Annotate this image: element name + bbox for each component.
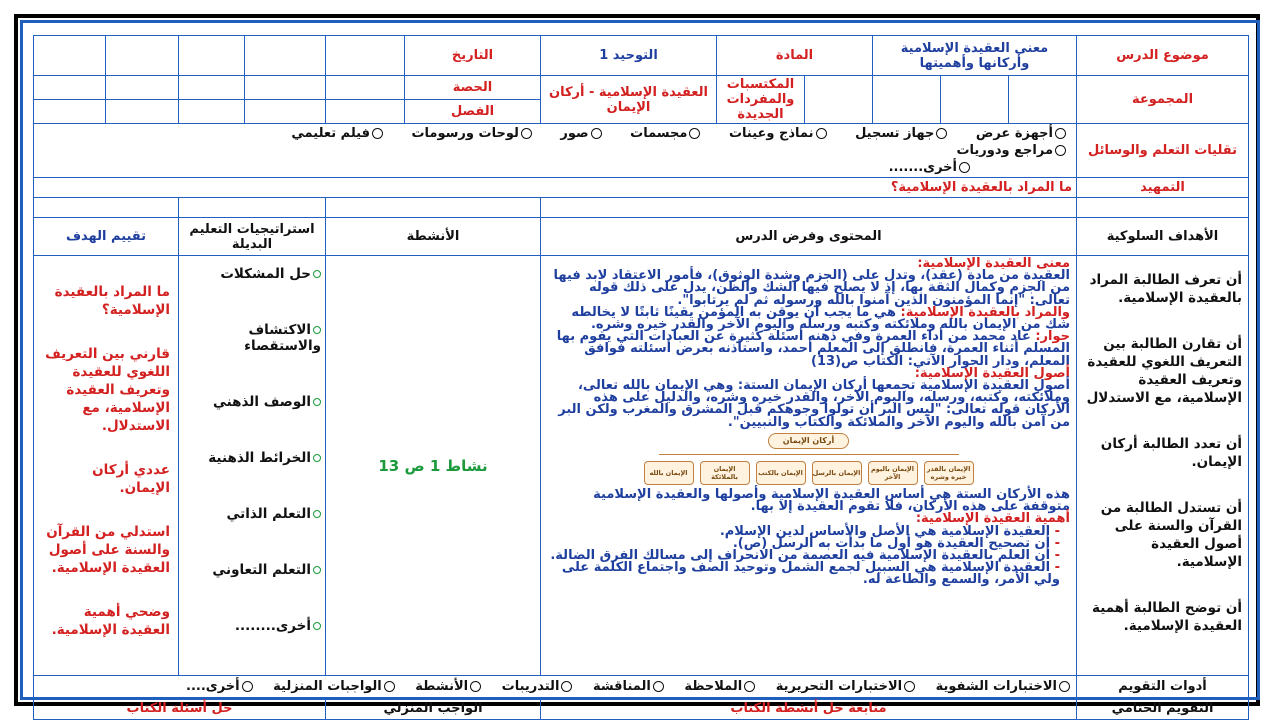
strategy-problem-solving[interactable]: حل المشكلات — [183, 266, 321, 282]
tool-option-projector[interactable]: أجهزة عرض — [976, 125, 1066, 142]
row-topic — [34, 36, 1249, 76]
spacer-cell-1 — [1077, 198, 1249, 218]
final-assessment-label: التقويم الختامي — [1077, 698, 1249, 720]
class-cell-5[interactable] — [34, 100, 106, 124]
row-final-assessment — [34, 698, 1249, 720]
row-main — [34, 256, 1249, 676]
pillars-diagram — [547, 433, 1070, 485]
content-paragraph-dialogue: عاد محمد من أداء العمرة وفي ذهنه أسئلة كثيرة عن العبادات التي يقوم بها المسلم أثناء العمرة، فانطلق إلى المعلم أحمد، واستأذنه بعرض أسئلته فوافق المعلم، ودار الحوار الآتي: الكتاب ص(13) — [556, 329, 1070, 369]
radio-ring-icon — [313, 398, 321, 406]
content-title-definition: والمراد بالعقيدة الإسلامية: — [900, 304, 1070, 320]
radio-circle-icon — [470, 681, 481, 692]
tool-option-film[interactable]: فيلم تعليمي — [291, 125, 383, 142]
homework-value: حل أسئلة الكتاب — [34, 698, 326, 720]
date-cell-4[interactable] — [106, 36, 179, 76]
row-assessment-tools — [34, 676, 1249, 698]
period-cell-3[interactable] — [179, 76, 245, 100]
pillar-messengers: الإيمان بالرسل — [812, 461, 862, 485]
group-label: المجموعة — [1077, 76, 1249, 124]
new-vocab-value: العقيدة الإسلامية - أركان الإيمان — [541, 76, 717, 124]
assess-option-observation[interactable]: الملاحظة — [684, 679, 755, 694]
goal-item-4: أن تستدل الطالبة من القرآن والسنة على أصول العقيدة الإسلامية. — [1100, 500, 1242, 570]
strategies-cell — [179, 256, 326, 676]
row-column-headers — [34, 218, 1249, 256]
tool-option-other[interactable]: أخرى....... — [889, 159, 970, 176]
radio-circle-icon — [521, 128, 532, 139]
date-cell-3[interactable] — [179, 36, 245, 76]
pillars-row — [644, 461, 974, 485]
class-cell-3[interactable] — [179, 100, 245, 124]
evaluation-item-2: قارني بين التعريف اللغوي للعقيدة وتعريف العقيدة الإسلامية، مع الاستدلال. — [45, 346, 170, 434]
radio-circle-icon — [242, 681, 253, 692]
lesson-plan-table — [33, 35, 1249, 720]
radio-circle-icon — [561, 681, 572, 692]
radio-ring-icon — [313, 326, 321, 334]
radio-circle-icon — [372, 128, 383, 139]
content-paragraph-meaning: العقيدة من مادة (عقد)، وتدل على (الجزم وشدة الوثوق)، فأمور الاعتقاد لابد فيها من الجزم وكمال الثقة بها، إذ لا يصلح فيها الشك والظن، يدل على ذلك قوله تعالى: "إنما المؤمنون الذين آمنوا بالله ورسوله ثم لم يرتابوا". — [553, 268, 1070, 308]
goals-header: الأهداف السلوكية — [1077, 218, 1249, 256]
final-assessment-value: متابعة حل أنشطة الكتاب — [541, 698, 1077, 720]
new-vocab-label: المكتسبات والمفردات الجديدة — [717, 76, 805, 124]
lesson-topic-value: معنى العقيدة الإسلامية وأركانها وأهميتها — [873, 36, 1077, 76]
importance-item-1: - العقيدة الإسلامية هي الأصل والأساس لدين الإسلام. — [547, 526, 1060, 538]
evaluation-item-5: وضحي أهمية العقيدة الإسلامية. — [51, 604, 170, 638]
importance-list — [547, 523, 1070, 588]
radio-ring-icon — [313, 622, 321, 630]
date-label: التاريخ — [405, 36, 541, 76]
intro-label: التمهيد — [1077, 178, 1249, 198]
radio-ring-icon — [313, 510, 321, 518]
importance-item-2: - أن تصحيح العقيدة هو أول ما بدأت به الرسل (ص). — [547, 538, 1060, 550]
assessment-tools-options — [34, 676, 1077, 698]
assess-option-oral[interactable]: الاختبارات الشفوية — [936, 679, 1070, 694]
radio-circle-icon — [591, 128, 602, 139]
tool-option-shapes[interactable]: مجسمات — [630, 125, 700, 142]
period-cell-4[interactable] — [106, 76, 179, 100]
pillar-books: الإيمان بالكتب — [756, 461, 806, 485]
pillar-angels: الإيمان بالملائكة — [700, 461, 750, 485]
strategy-other[interactable]: أخرى........ — [183, 618, 321, 634]
period-cell-1[interactable] — [326, 76, 405, 100]
goal-item-2: أن تقارن الطالبة بين التعريف اللغوي للعقيدة وتعريف العقيدة الإسلامية، مع الاستدلال — [1086, 336, 1242, 406]
tools-options — [34, 124, 1077, 178]
lesson-topic-label: موضوع الدرس — [1077, 36, 1249, 76]
date-cell-5[interactable] — [34, 36, 106, 76]
tool-option-references[interactable]: مراجع ودوريات — [956, 142, 1066, 159]
radio-circle-icon — [689, 128, 700, 139]
class-label: الفصل — [405, 100, 541, 124]
subject-value: التوحيد 1 — [541, 36, 717, 76]
strategy-mental-description[interactable]: الوصف الذهني — [183, 394, 321, 410]
radio-ring-icon — [313, 566, 321, 574]
class-cell-2[interactable] — [245, 100, 326, 124]
spacer-cell-5 — [34, 198, 179, 218]
pillar-destiny: الإيمان بالقدر خيره وشره — [924, 461, 974, 485]
radio-circle-icon — [653, 681, 664, 692]
radio-circle-icon — [816, 128, 827, 139]
goals-cell — [1077, 256, 1249, 676]
radio-circle-icon — [936, 128, 947, 139]
activities-header: الأنشطة — [326, 218, 541, 256]
activity-cell: نشاط 1 ص 13 — [326, 256, 541, 676]
assess-option-exercises[interactable]: التدريبات — [502, 679, 573, 694]
tool-option-boards[interactable]: لوحات ورسومات — [411, 125, 531, 142]
group-cell-2[interactable] — [941, 76, 1009, 124]
group-cell-4[interactable] — [805, 76, 873, 124]
class-cell-1[interactable] — [326, 100, 405, 124]
radio-circle-icon — [1059, 681, 1070, 692]
assess-option-activities[interactable]: الأنشطة — [415, 679, 481, 694]
date-cell-2[interactable] — [245, 36, 326, 76]
radio-ring-icon — [313, 270, 321, 278]
tool-option-recorder[interactable]: جهاز تسجيل — [855, 125, 947, 142]
assess-option-discussion[interactable]: المناقشة — [593, 679, 664, 694]
assessment-tools-label: أدوات التقويم — [1077, 676, 1249, 698]
evaluation-item-4: استدلي من القرآن والسنة على أصول العقيدة الإسلامية. — [46, 524, 170, 576]
strategy-mind-maps[interactable]: الخرائط الذهنية — [183, 450, 321, 466]
group-cell-3[interactable] — [873, 76, 941, 124]
spacer-cell-2 — [541, 198, 1077, 218]
pillar-allah: الإيمان بالله — [644, 461, 694, 485]
assess-option-written[interactable]: الاختبارات التحريرية — [776, 679, 915, 694]
spacer-cell-3 — [326, 198, 541, 218]
content-paragraph-pillars: هذه الأركان الستة هي أساس العقيدة الإسلامية وأصولها والعقيدة الإسلامية متوقفة على هذه الأركان، فلا تقوم العقيدة إلا بها. — [593, 487, 1070, 515]
radio-circle-icon — [1055, 145, 1066, 156]
content-paragraph-definition: هي ما يجب أن يوقن به المؤمن يقينًا ثابتًا لا يخالطه شك من الإيمان بالله وملائكته وكتبه ورسله واليوم الآخر والقدر خيره وشره. — [571, 304, 1070, 333]
radio-circle-icon — [904, 681, 915, 692]
content-paragraph-principles: أصول العقيدة الإسلامية تجمعها أركان الإيمان الستة: وهي الإيمان بالله تعالى، وملائكته، وكتبه، ورسله، واليوم الآخر، والقدر خيره وشره، والدليل على هذه الأركان قوله تعالى: "ليس البر أن تولوا وجوهكم قبل المشرق والمغرب ولكن البر من آمن بالله واليوم الآخر والملائكة والكتاب والنبيين". — [558, 378, 1070, 430]
strategy-self-learning[interactable]: التعلم الذاتي — [183, 506, 321, 522]
homework-label: الواجب المنزلي — [326, 698, 541, 720]
evaluation-header: تقييم الهدف — [34, 218, 179, 256]
content-title-dialogue: حوار: — [1035, 329, 1070, 345]
radio-circle-icon — [959, 162, 970, 173]
tool-option-images[interactable]: صور — [560, 125, 601, 142]
pillars-connector — [659, 454, 959, 461]
content-title-importance: أهمية العقيدة الإسلامية: — [915, 511, 1070, 527]
evaluation-item-3: عددي أركان الإيمان. — [92, 462, 170, 496]
goal-item-5: أن توضح الطالبة أهمية العقيدة الإسلامية. — [1092, 600, 1242, 634]
pillar-last-day: الإيمان باليوم الآخر — [868, 461, 918, 485]
importance-item-3: - أن العلم بالعقيدة الإسلامية فيه العصمة من الانحراف إلى مسالك الفرق الضالة. — [547, 550, 1060, 562]
content-title-meaning: معنى العقيدة الإسلامية: — [917, 256, 1070, 271]
evaluation-item-1: ما المراد بالعقيدة الإسلامية؟ — [54, 284, 170, 318]
class-cell-4[interactable] — [106, 100, 179, 124]
content-title-principles: أصول العقيدة الإسلامية: — [914, 365, 1070, 381]
goal-item-1: أن تعرف الطالبة المراد بالعقيدة الإسلامية. — [1089, 272, 1242, 306]
row-intro — [34, 178, 1249, 198]
radio-ring-icon — [313, 454, 321, 462]
period-cell-2[interactable] — [245, 76, 326, 100]
strategies-header: استراتيجيات التعليم البديلة — [179, 218, 326, 256]
period-label: الحصة — [405, 76, 541, 100]
period-cell-5[interactable] — [34, 76, 106, 100]
subject-label: المادة — [717, 36, 873, 76]
importance-item-4: - العقيدة الإسلامية هي السبيل لجمع الشمل وتوحيد الصف واجتماع الكلمة على ولي الأمر، والسمع والطاعة له. — [547, 562, 1060, 586]
row-spacer — [34, 198, 1249, 218]
group-cell-1[interactable] — [1009, 76, 1077, 124]
tools-label: تقليات التعلم والوسائل — [1077, 124, 1249, 178]
radio-circle-icon — [384, 681, 395, 692]
content-header: المحتوى وفرض الدرس — [541, 218, 1077, 256]
tool-option-models[interactable]: نماذج وعينات — [729, 125, 827, 142]
intro-value: ما المراد بالعقيدة الإسلامية؟ — [34, 178, 1077, 198]
row-tools — [34, 124, 1249, 178]
strategy-discovery[interactable]: الاكتشاف والاستقصاء — [244, 322, 321, 354]
assess-option-other[interactable]: أخرى.... — [186, 679, 253, 694]
radio-circle-icon — [744, 681, 755, 692]
evaluation-cell — [34, 256, 179, 676]
content-cell — [541, 256, 1077, 676]
date-cell-1[interactable] — [326, 36, 405, 76]
spacer-cell-4 — [179, 198, 326, 218]
row-group — [34, 76, 1249, 100]
pillars-title: أركان الإيمان — [768, 433, 850, 449]
goal-item-3: أن تعدد الطالبة أركان الإيمان. — [1100, 436, 1242, 470]
assess-option-homework[interactable]: الواجبات المنزلية — [273, 679, 395, 694]
strategy-cooperative[interactable]: التعلم التعاوني — [183, 562, 321, 578]
radio-circle-icon — [1055, 128, 1066, 139]
